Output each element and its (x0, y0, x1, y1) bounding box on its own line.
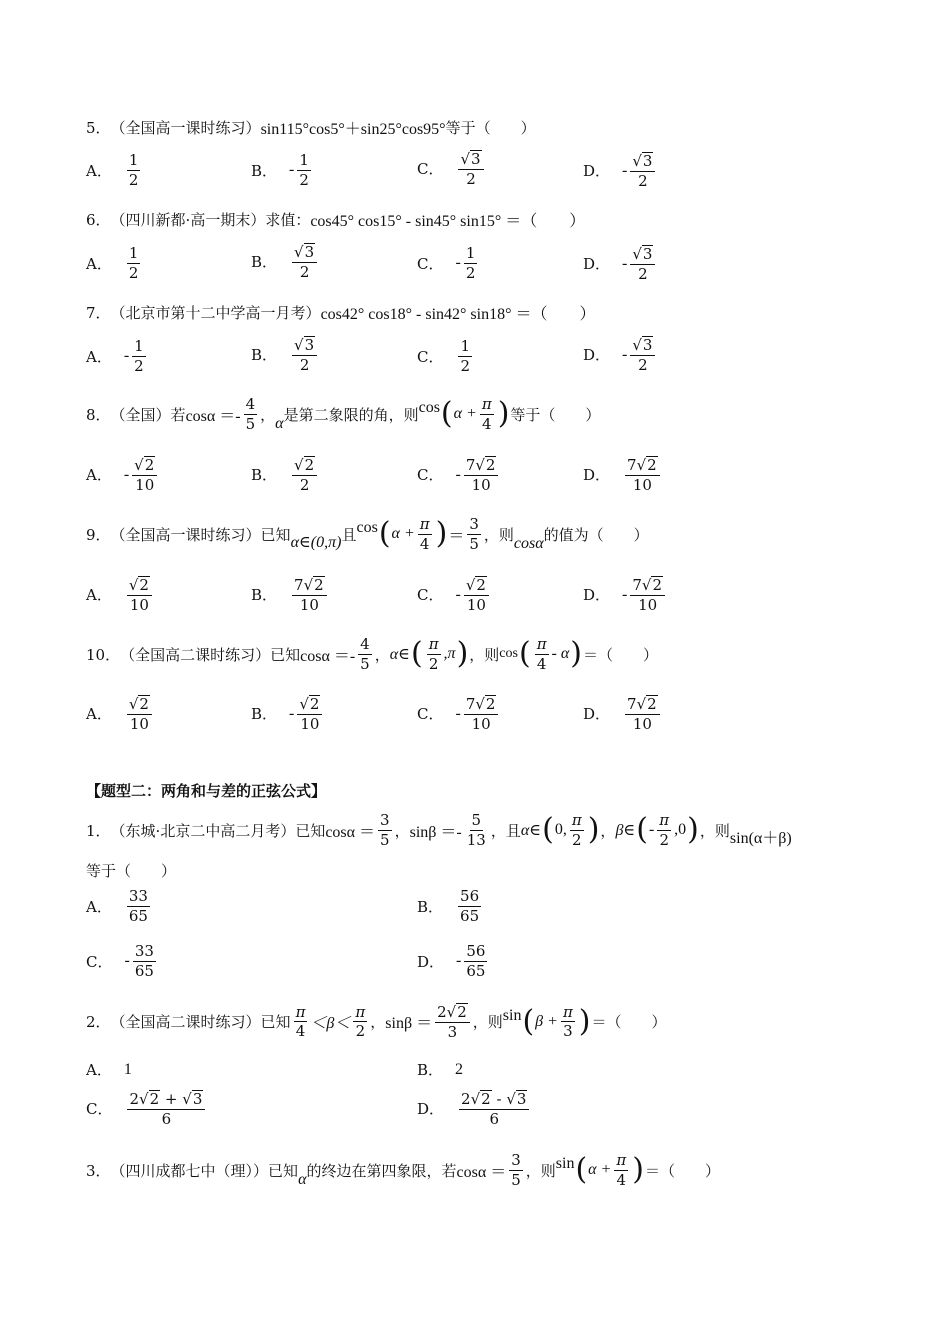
fraction: $\frac{56}{65}$ (466, 942, 486, 980)
question-t1-line2: 等于（ ） (86, 862, 177, 880)
question-7: 7． （北京市第十二中学高一月考） cos42° cos18° - sin42° sin18° ＝（ ） (86, 304, 596, 323)
section-heading: 【题型二：两角和与差的正弦公式】 (86, 782, 327, 800)
option-d[interactable]: D． - √ 3 2 (583, 152, 658, 189)
option-d[interactable]: D． - 7 √ 2 10 (583, 576, 668, 613)
option-d[interactable]: D． 7 √ 2 10 (583, 695, 663, 732)
option-c[interactable]: C． $\frac{1}{2}$ (417, 337, 471, 375)
option-c[interactable]: C． - 7 √ 2 10 (417, 456, 501, 493)
option-a[interactable]: A． √ 2 10 (86, 576, 155, 613)
option-d[interactable]: D． - √ 3 2 (583, 245, 658, 282)
fraction: $\frac{\pi}{3}$ (562, 1002, 573, 1040)
left-paren: ( (522, 1003, 535, 1039)
fraction: 7 √ 2 10 (464, 456, 499, 493)
fraction: $\frac{1}{2}$ (128, 151, 139, 189)
fraction: 7 √ 2 10 (292, 576, 327, 613)
fraction: $\frac{4}{5}$ (360, 635, 370, 673)
fraction: $\frac{1}{2}$ (134, 337, 144, 375)
fraction: $\frac{\pi}{4}$ (295, 1002, 306, 1040)
option-c[interactable]: C． - $\frac{1}{2}$ (417, 244, 476, 282)
right-paren: ) (435, 516, 448, 551)
fraction: √ 3 2 (630, 152, 655, 189)
fraction: $\frac{3}{5}$ (380, 811, 390, 849)
fraction: $\frac{4}{5}$ (245, 395, 256, 433)
question-number: 5． (86, 119, 111, 137)
fraction: $\frac{\pi}{4}$ (419, 515, 430, 553)
fraction: $\frac{\pi}{4}$ (536, 635, 547, 673)
left-paren: ( (636, 812, 648, 847)
fraction: $\frac{3}{5}$ (469, 515, 479, 553)
fraction: 2 √ 2 3 (435, 1003, 470, 1040)
left-paren: ( (410, 636, 423, 671)
fraction: $\frac{\pi}{2}$ (428, 635, 439, 673)
question-t3: 3． （四川成都七中（理））已知 α 的终边在第四象限，若 cosα ＝ $\frac{3}{5}$ ，则 sin ( α + $\frac{\pi}{4}$ ) ＝（ ） (86, 1151, 720, 1189)
fraction: $\frac{1}{2}$ (128, 244, 139, 282)
left-paren: ( (440, 396, 453, 431)
question-t1: 1． （东城·北京二中高二月考）已知 cosα ＝ $\frac{3}{5}$ ， sinβ ＝- $\frac{5}{13}$ ，且 α∈ ( 0, $\frac{\pi}{2}$ ) ， β∈ ( - $\frac{\pi}{2}$ ,0 ) ，则 sin(α＋β) (86, 811, 792, 849)
fraction: √ 2 10 (297, 695, 322, 732)
option-a[interactable]: A． - √ 2 10 (86, 456, 160, 493)
fraction: √ 3 2 (630, 245, 655, 282)
fraction: $\frac{33}{65}$ (128, 887, 148, 925)
option-a[interactable]: A． √ 2 10 (86, 695, 155, 732)
fraction: $\frac{56}{65}$ (460, 887, 480, 925)
question-tail: 等于（ ） (445, 119, 536, 137)
fraction: $\frac{1}{2}$ (299, 151, 309, 189)
option-a[interactable]: A． $\frac{1}{2}$ (86, 151, 139, 189)
question-6: 6． （四川新都·高一期末）求值： cos45° cos15° - sin45° sin15° ＝（ ） (86, 211, 586, 230)
fraction: $\frac{1}{2}$ (460, 337, 471, 375)
fraction: √ 2 2 (292, 456, 317, 493)
option-c[interactable]: C． - 7 √ 2 10 (417, 695, 501, 732)
question-t2: 2． （全国高二课时练习）已知 $\frac{\pi}{4}$ ＜β＜ $\frac{\pi}{2}$ ， sinβ ＝ 2 √ 2 3 ，则 sin ( β + $\frac{\pi}{3}$ ) ＝（ ） (86, 1002, 667, 1041)
question-source: （全国高一课时练习） (110, 119, 261, 137)
left-paren: ( (575, 1152, 588, 1187)
fraction: √ 3 2 (292, 336, 317, 373)
right-paren: ) (687, 812, 699, 847)
option-c[interactable]: C． - √ 2 10 (417, 576, 492, 613)
option-b[interactable]: B． √ 2 2 (251, 456, 320, 493)
question-8: 8． （全国）若 cosα ＝- $\frac{4}{5}$ ， α 是第二象限的角，则 cos ( α + $\frac{\pi}{4}$ ) 等于（ ） (86, 395, 601, 433)
fraction: $\frac{3}{5}$ (511, 1151, 521, 1189)
fraction: $\frac{\pi}{2}$ (571, 811, 582, 849)
right-paren: ) (632, 1152, 644, 1187)
right-paren: ) (497, 396, 510, 431)
fraction: √ 2 10 (127, 576, 152, 613)
fraction: 2 √ 2 + √ 3 6 (127, 1090, 205, 1127)
option-a[interactable]: A． - $\frac{1}{2}$ (86, 337, 144, 375)
option-d[interactable]: D． 2 √ 2 - √ 3 6 (417, 1090, 532, 1127)
right-paren: ) (578, 1003, 591, 1039)
option-b[interactable]: B． - √ 2 10 (251, 695, 325, 732)
fraction: 2 √ 2 - √ 3 6 (459, 1090, 529, 1127)
option-d[interactable]: D． - $\frac{56}{65}$ (417, 942, 486, 980)
option-b[interactable]: B． 2 (417, 1060, 464, 1079)
option-b[interactable]: B． √ 3 2 (251, 243, 320, 280)
fraction: $\frac{1}{2}$ (465, 244, 476, 282)
option-a[interactable]: A． $\frac{1}{2}$ (86, 244, 139, 282)
fraction: 7 √ 2 10 (625, 456, 660, 493)
option-c[interactable]: C． 2 √ 2 + √ 3 6 (86, 1090, 208, 1127)
option-b[interactable]: B． $\frac{56}{65}$ (417, 887, 480, 925)
right-paren: ) (456, 636, 469, 671)
option-d[interactable]: D． - √ 3 2 (583, 336, 658, 373)
right-paren: ) (570, 636, 582, 671)
option-a[interactable]: A． 1 (86, 1060, 132, 1079)
question-expression: sin115°cos5°＋sin25°cos95° (260, 121, 446, 138)
fraction: 7 √ 2 10 (630, 576, 665, 613)
fraction: $\frac{\pi}{4}$ (481, 395, 492, 433)
option-c[interactable]: C． - $\frac{33}{65}$ (86, 942, 154, 980)
fraction: √ 2 10 (127, 695, 152, 732)
fraction: $\frac{\pi}{2}$ (355, 1002, 366, 1040)
question-9: 9． （全国高一课时练习）已知 α∈(0,π) 且 cos ( α + $\frac{\pi}{4}$ ) ＝ $\frac{3}{5}$ ，则 cosα 的值为（ ） (86, 515, 649, 553)
fraction: $\frac{\pi}{2}$ (659, 811, 670, 849)
left-paren: ( (518, 636, 531, 671)
fraction: √ 3 2 (292, 243, 317, 280)
option-c[interactable]: C． √ 3 2 (417, 150, 487, 187)
left-paren: ( (542, 812, 554, 847)
question-10: 10． （全国高二课时练习）已知 cosα ＝- $\frac{4}{5}$ ， α∈ ( $\frac{\pi}{2}$ ,π ) ，则 cos ( $\frac{\pi}{4}$ - α ) ＝（ ） (86, 635, 659, 673)
left-paren: ( (378, 516, 391, 551)
fraction: √ 3 2 (458, 150, 483, 187)
option-b[interactable]: B． 7 √ 2 10 (251, 576, 330, 613)
fraction: $\frac{5}{13}$ (466, 811, 486, 849)
fraction: √ 3 2 (630, 336, 655, 373)
fraction: 7 √ 2 10 (464, 695, 499, 732)
option-b[interactable]: B． √ 3 2 (251, 336, 320, 373)
option-b[interactable]: B． - $\frac{1}{2}$ (251, 151, 309, 189)
question-5 (86, 116, 890, 139)
right-paren: ) (587, 812, 600, 847)
fraction: $\frac{33}{65}$ (134, 942, 154, 980)
fraction: 7 √ 2 10 (625, 695, 660, 732)
option-d[interactable]: D． 7 √ 2 10 (583, 456, 663, 493)
fraction: $\frac{\pi}{4}$ (616, 1151, 627, 1189)
fraction: √ 2 10 (132, 456, 157, 493)
option-a[interactable]: A． $\frac{33}{65}$ (86, 887, 148, 925)
fraction: √ 2 10 (464, 576, 489, 613)
